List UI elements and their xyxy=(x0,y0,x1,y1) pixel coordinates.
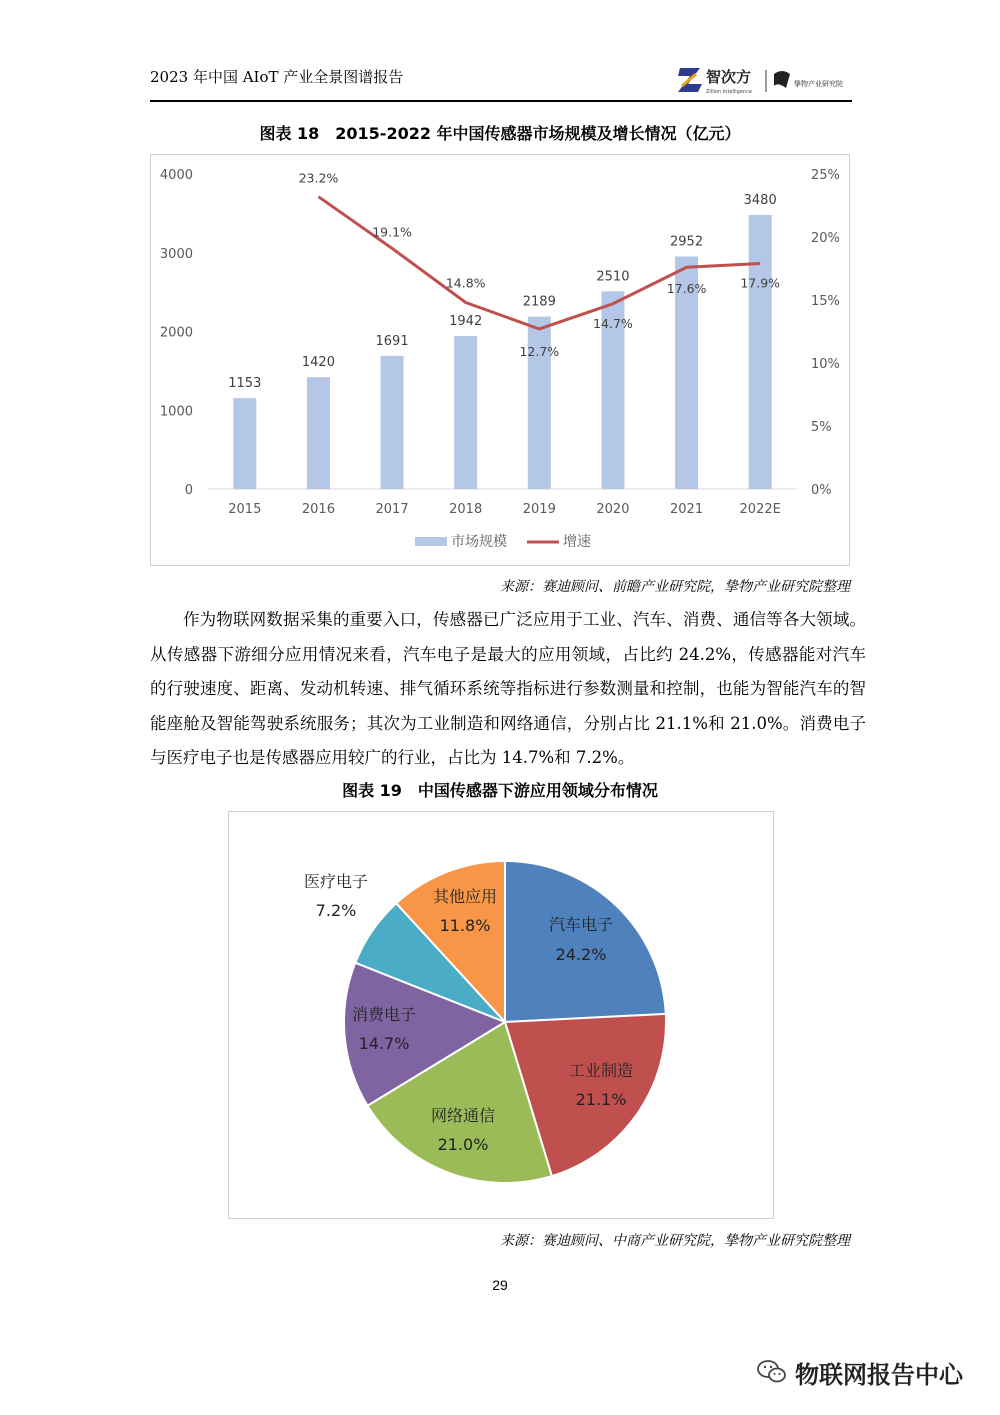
y2-tick-label: 20% xyxy=(811,231,840,246)
pie-slice-name: 汽车电子 xyxy=(548,915,614,934)
page-number: 29 xyxy=(492,1277,508,1293)
line-data-label: 17.6% xyxy=(666,281,707,297)
pie-slice-value: 24.2% xyxy=(555,945,607,964)
pie-slice-name: 网络通信 xyxy=(430,1106,496,1125)
x-tick-label: 2018 xyxy=(449,502,483,517)
x-tick-label: 2020 xyxy=(596,502,630,517)
legend-swatch-bars xyxy=(415,537,447,546)
legend-label: 市场规模 xyxy=(451,534,507,550)
bar-data-label: 1153 xyxy=(228,376,262,392)
line-data-label: 14.8% xyxy=(445,275,486,291)
figure19-chart-frame xyxy=(228,811,774,1219)
wechat-watermark xyxy=(757,1352,963,1392)
publisher-logo xyxy=(678,64,853,96)
bar-2017 xyxy=(381,356,404,489)
line-data-label: 12.7% xyxy=(519,343,560,359)
figure18-source: 来源：赛迪顾问、前瞻产业研究院，挚物产业研究院整理 xyxy=(500,579,850,595)
bar-data-label: 1420 xyxy=(301,355,335,371)
figure18-title: 图表 18 2015-2022 年中国传感器市场规模及增长情况（亿元） xyxy=(259,124,741,143)
pie-slice-name: 医疗电子 xyxy=(303,872,369,891)
y-tick-label: 1000 xyxy=(159,404,193,420)
line-data-label: 14.7% xyxy=(593,315,633,331)
pie-slice-value: 7.2% xyxy=(315,901,357,920)
bar-data-label: 2952 xyxy=(670,234,704,250)
bar-2022E xyxy=(749,215,772,489)
pie-slice-value: 14.7% xyxy=(358,1034,410,1053)
figure18-chart-frame xyxy=(150,154,850,566)
bar-2018 xyxy=(454,336,477,489)
body-text: 作为物联网数据采集的重要入口，传感器已广泛应用于工业、汽车、消费、通信等各大领域。从传感器下游细分应用情况来看，汽车电子是最大的应用领域，占比约 24.2%，传感器能对汽车的行驶速度、距离、发动机转速、排气循环系统等指标进行参数测量和控制，也能为智能汽车的智能座舱及智能驾驶系统服务；其次为工业制造和网络通信，分别占比 21.1%和 21.0%。消费电子与医疗电子也是传感器应用较广的行业，占比为 14.7%和 7.2%。 xyxy=(150,610,866,767)
bar-2015 xyxy=(233,398,256,489)
x-tick-label: 2016 xyxy=(301,502,335,517)
x-tick-label: 2022E xyxy=(739,502,781,517)
legend-label: 增速 xyxy=(563,534,591,550)
pie-slice-value: 21.0% xyxy=(437,1135,489,1154)
bar-data-label: 2510 xyxy=(596,269,630,285)
pie-slice-0 xyxy=(505,861,666,1022)
line-data-label: 19.1% xyxy=(372,224,412,240)
pie-slice-value: 21.1% xyxy=(575,1090,627,1109)
y-tick-label: 2000 xyxy=(159,325,193,341)
y2-tick-label: 10% xyxy=(811,357,840,372)
logo-sub: Zillion Intelligence xyxy=(706,89,752,95)
x-tick-label: 2017 xyxy=(375,502,409,517)
logo2-name: 挚物产业研究院 xyxy=(794,80,843,88)
document-title: 2023 年中国 AIoT 产业全景图谱报告 xyxy=(150,68,404,86)
y2-tick-label: 5% xyxy=(811,420,832,435)
wechat-icon xyxy=(757,1359,787,1385)
x-tick-label: 2019 xyxy=(522,502,556,517)
body-paragraph xyxy=(150,603,866,776)
line-data-label: 23.2% xyxy=(298,170,339,186)
zhiwu-logo-icon xyxy=(774,71,790,88)
y2-tick-label: 25% xyxy=(811,168,840,183)
pie-slice-value: 11.8% xyxy=(439,916,491,935)
bar-2016 xyxy=(307,377,330,489)
bar-2019 xyxy=(528,317,551,489)
bar-data-label: 2189 xyxy=(522,294,556,310)
y2-tick-label: 0% xyxy=(811,483,832,498)
y-tick-label: 4000 xyxy=(159,168,193,183)
figure19-source: 来源：赛迪顾问、中商产业研究院，挚物产业研究院整理 xyxy=(500,1233,850,1249)
pie-slice-name: 其他应用 xyxy=(432,887,498,906)
figure19-title: 图表 19 中国传感器下游应用领域分布情况 xyxy=(342,781,658,800)
pie-slice-name: 工业制造 xyxy=(568,1061,634,1080)
x-tick-label: 2021 xyxy=(670,502,704,517)
header-divider xyxy=(150,100,852,102)
y-tick-label: 3000 xyxy=(159,246,193,262)
zillion-logo-icon xyxy=(678,68,702,92)
bar-data-label: 3480 xyxy=(743,192,777,208)
wechat-account-name: 物联网报告中心 xyxy=(795,1360,963,1389)
line-data-label: 17.9% xyxy=(740,275,781,291)
bar-data-label: 1691 xyxy=(375,333,409,349)
application-pie-chart xyxy=(229,812,773,1218)
pie-slice-name: 消费电子 xyxy=(351,1005,417,1024)
x-tick-label: 2015 xyxy=(228,502,262,517)
market-size-chart xyxy=(151,155,849,565)
y-tick-label: 0 xyxy=(184,483,193,498)
bar-data-label: 1942 xyxy=(449,314,483,330)
y2-tick-label: 15% xyxy=(811,294,840,309)
logo-name: 智次方 xyxy=(706,68,752,86)
